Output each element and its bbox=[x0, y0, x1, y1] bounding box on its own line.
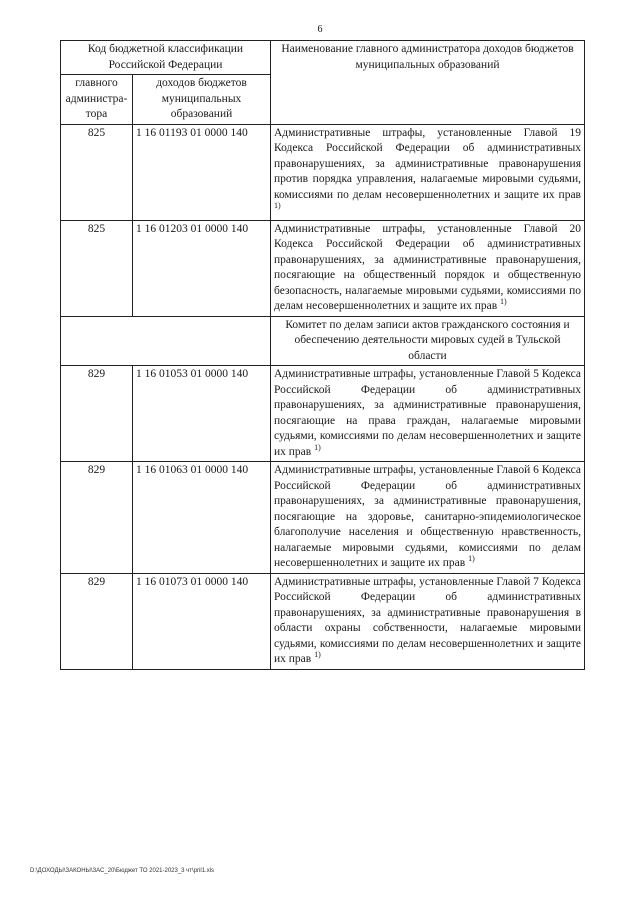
page-number: 6 bbox=[317, 24, 323, 35]
description-cell bbox=[271, 366, 585, 462]
footnote-marker: 1) bbox=[274, 201, 281, 211]
table-body bbox=[61, 124, 585, 669]
description-cell bbox=[271, 462, 585, 574]
description-cell bbox=[271, 573, 585, 669]
admin-column-header: главного администра-тора bbox=[61, 75, 133, 125]
income-code-cell: 1 16 01063 01 0000 140 bbox=[133, 462, 271, 574]
description-text: Административные штрафы, установленные Главой 7 Кодекса Российской Федерации об административных правонарушениях, за административные правонарушения в области охраны собственности, налагаемые мировыми судьями, комиссиями по делам несовершеннолетних и защите их прав bbox=[274, 575, 581, 665]
admin-code-cell: 829 bbox=[61, 366, 133, 462]
admin-code-cell: 825 bbox=[61, 124, 133, 220]
budget-classification-table bbox=[60, 40, 585, 670]
table-row bbox=[61, 124, 585, 220]
group-title: Комитет по делам записи актов гражданского состояния и обеспечению деятельности мировых судей в Тульской области bbox=[271, 316, 585, 366]
table-row bbox=[61, 366, 585, 462]
income-code-cell: 1 16 01073 01 0000 140 bbox=[133, 573, 271, 669]
description-text: Административные штрафы, установленные Главой 19 Кодекса Российской Федерации об административных правонарушениях, за административные правонарушения против порядка управления, налагаемые мировыми судьями, комиссиями по делам несовершеннолетних и защите их прав bbox=[274, 126, 581, 201]
footnote-marker: 1) bbox=[314, 442, 321, 452]
income-column-header: доходов бюджетов муниципальных образований bbox=[133, 75, 271, 125]
footnote-marker: 1) bbox=[314, 650, 321, 660]
table-row bbox=[61, 220, 585, 316]
admin-code-cell: 825 bbox=[61, 220, 133, 316]
description-text: Административные штрафы, установленные Главой 5 Кодекса Российской Федерации об административных правонарушениях, за административные правонарушения, посягающие на права граждан, налагаемые мировыми судьями, комиссиями по делам несовершеннолетних и защите их прав bbox=[274, 368, 581, 458]
description-cell bbox=[271, 220, 585, 316]
file-path-footer: D:\ДОХОДЫ\ЗАКОНЫ\ЗАС_20\Бюджет ТО 2021-2023_3 чт\pril1.xls bbox=[30, 868, 215, 874]
description-text: Административные штрафы, установленные Главой 6 Кодекса Российской Федерации об административных правонарушениях, за административные правонарушения, посягающие на здоровье, санитарно-эпидемиологическое благополучие населения и общественную нравственность, налагаемые мировыми судьями, комиссиями по делам несовершеннолетних и защите их прав bbox=[274, 464, 581, 569]
income-code-cell: 1 16 01193 01 0000 140 bbox=[133, 124, 271, 220]
income-code-cell: 1 16 01203 01 0000 140 bbox=[133, 220, 271, 316]
administrator-name-header: Наименование главного администратора доходов бюджетов муниципальных образований bbox=[271, 41, 585, 125]
admin-code-cell: 829 bbox=[61, 462, 133, 574]
footnote-marker: 1) bbox=[500, 297, 507, 307]
admin-code-cell: 829 bbox=[61, 573, 133, 669]
footnote-marker: 1) bbox=[468, 554, 475, 564]
table-row bbox=[61, 573, 585, 669]
group-empty-cell bbox=[61, 316, 271, 366]
description-text: Административные штрафы, установленные Главой 20 Кодекса Российской Федерации об административных правонарушениях, за административные правонарушения, посягающие на общественный порядок и общественную безопасность, налагаемые мировыми судьями, комиссиями по делам несовершеннолетних и защите их прав bbox=[274, 222, 581, 312]
table-row bbox=[61, 462, 585, 574]
table-group-row bbox=[61, 316, 585, 366]
description-cell bbox=[271, 124, 585, 220]
classification-header: Код бюджетной классификации Российской Федерации bbox=[61, 41, 271, 75]
income-code-cell: 1 16 01053 01 0000 140 bbox=[133, 366, 271, 462]
